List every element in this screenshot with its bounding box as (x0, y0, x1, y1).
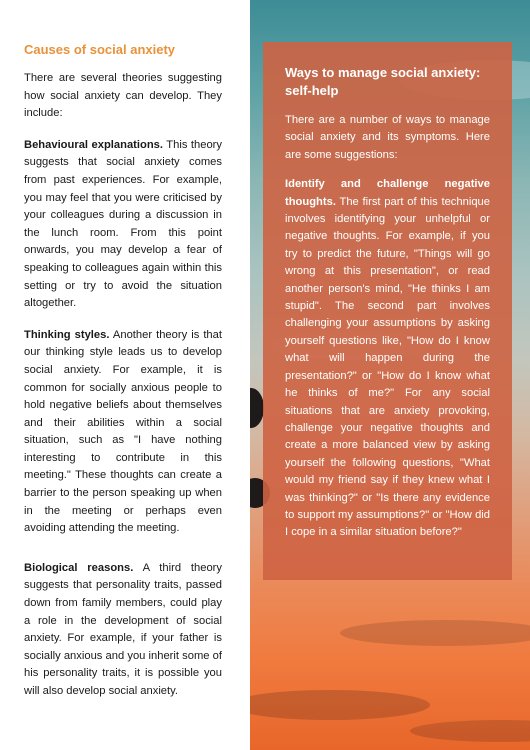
cloud (250, 690, 430, 720)
cloud (410, 720, 530, 742)
identify-text: The first part of this technique involves identifying your unhelpful or negative thoughts. For example, if you try to predict the future, "Things will go wrong at this presentation", or read another person's mind, "He thinks I am stupid". The second part involves challenging your assumptions by asking yourself questions like, "How do I know what will happen during the presentation?" or "How do I know what he thinks of me?" For any social situations that are anxiety provoking, challenge your negative thoughts and create a more balanced view by asking yourself the following questions, "What would my friend say if they knew what I was thinking?" or "Is there any evidence to support my assumptions?" or "How did I cope in a similar situation before?" (285, 195, 490, 539)
behavioural-paragraph (24, 137, 222, 313)
identify-heading: Identify and challenge negative thoughts. (285, 178, 490, 208)
biological-heading: Biological reasons. (24, 561, 134, 574)
behavioural-heading: Behavioural explanations. (24, 138, 164, 151)
identify-paragraph (285, 176, 490, 542)
biological-paragraph (24, 560, 222, 701)
thinking-paragraph (24, 327, 222, 538)
self-help-title: Ways to manage social anxiety: self-help (285, 65, 481, 98)
silhouette (250, 388, 264, 428)
behavioural-text: This theory suggests that social anxiety comes from past experiences. For example, you may feel that you were criticised by your colleagues during a discussion in the lunch room. From this point onwards, you may develop a fear of speaking to colleagues again within this setting or try to avoid the situation altogether. (24, 138, 222, 310)
biological-text: A third theory suggests that personality traits, passed down from family members, could play a role in the development of social anxiety. For example, if your father is socially anxious and you inherit some of his personality traits, it is possible you will also develop social anxiety. (24, 561, 222, 697)
causes-intro: There are several theories suggesting how social anxiety can develop. They include: (24, 72, 222, 120)
cloud (340, 620, 530, 646)
self-help-intro: There are a number of ways to manage social anxiety and its symptoms. Here are some suggestions: (285, 114, 490, 161)
self-help-box (263, 42, 512, 580)
thinking-heading: Thinking styles. (24, 328, 110, 341)
causes-title: Causes of social anxiety (24, 42, 176, 57)
left-column (24, 42, 222, 715)
thinking-text: Another theory is that our thinking style leads us to develop social anxiety. For example, it is common for socially anxious people to hold negative beliefs about themselves and their abilities within a social situation, such as "I have nothing interesting to contribute in this meeting." These thoughts can create a barrier to the person speaking up when in the meeting or perhaps even avoiding attending the meeting. (24, 328, 222, 535)
